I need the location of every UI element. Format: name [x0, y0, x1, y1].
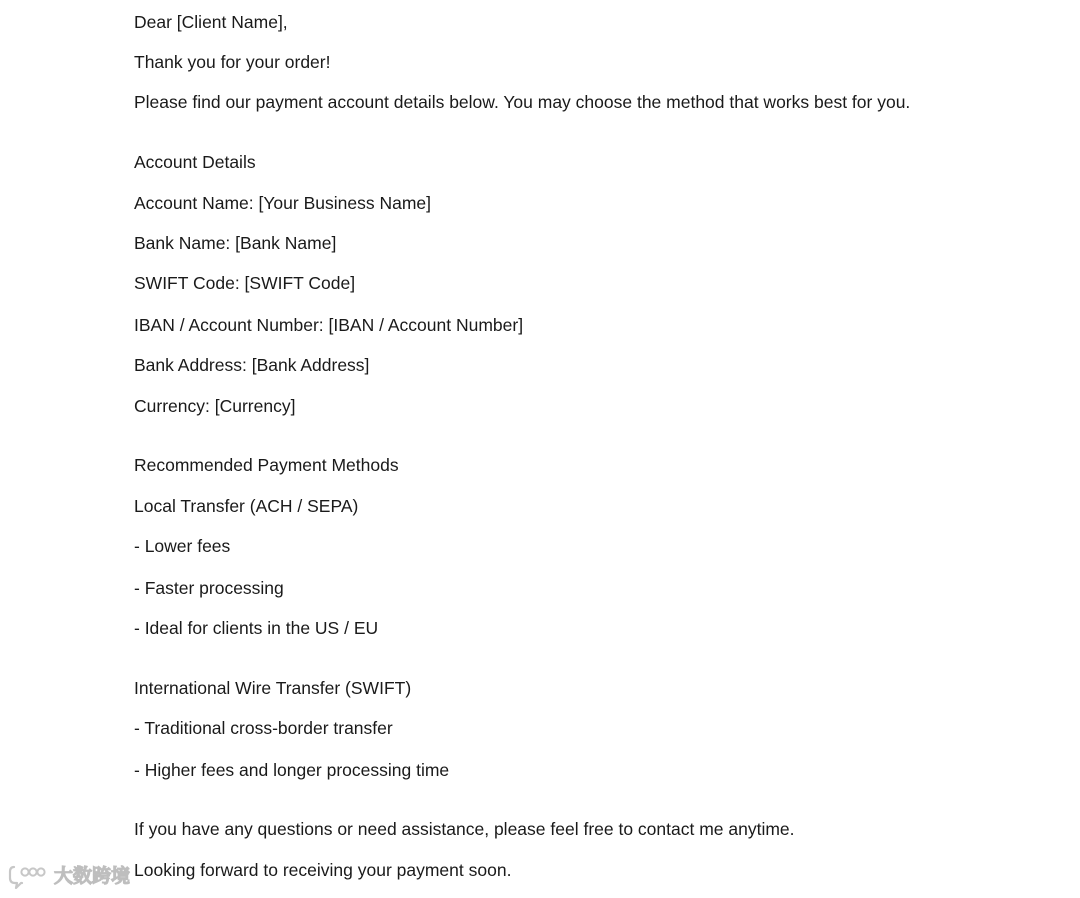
list-item: - Lower fees — [134, 536, 231, 556]
currency-line: Currency: [Currency] — [134, 396, 296, 416]
list-item: - Traditional cross-border transfer — [134, 718, 393, 738]
list-item: - Higher fees and longer processing time — [134, 760, 450, 780]
payment-methods-heading: Recommended Payment Methods — [134, 455, 399, 475]
account-details-heading: Account Details — [134, 152, 256, 172]
speech-bubble-logo-icon — [8, 863, 48, 889]
assistance-line: If you have any questions or need assistance, please feel free to contact me anytime. — [134, 819, 795, 839]
international-transfer-title: International Wire Transfer (SWIFT) — [134, 678, 412, 698]
list-item: - Faster processing — [134, 578, 284, 598]
swift-code-line: SWIFT Code: [SWIFT Code] — [134, 273, 356, 293]
watermark-text: 大数跨境 — [54, 865, 131, 887]
watermark — [8, 862, 130, 890]
list-item: - Ideal for clients in the US / EU — [134, 618, 379, 638]
iban-line: IBAN / Account Number: [IBAN / Account Number] — [134, 315, 524, 335]
bank-address-line: Bank Address: [Bank Address] — [134, 355, 370, 375]
intro-line: Please find our payment account details below. You may choose the method that works best for you. — [134, 92, 911, 112]
thanks-line: Thank you for your order! — [134, 52, 331, 72]
greeting: Dear [Client Name], — [134, 12, 288, 32]
closing-line: Looking forward to receiving your payment soon. — [134, 860, 512, 880]
bank-name-line: Bank Name: [Bank Name] — [134, 233, 337, 253]
local-transfer-title: Local Transfer (ACH / SEPA) — [134, 496, 359, 516]
account-name-line: Account Name: [Your Business Name] — [134, 193, 431, 213]
